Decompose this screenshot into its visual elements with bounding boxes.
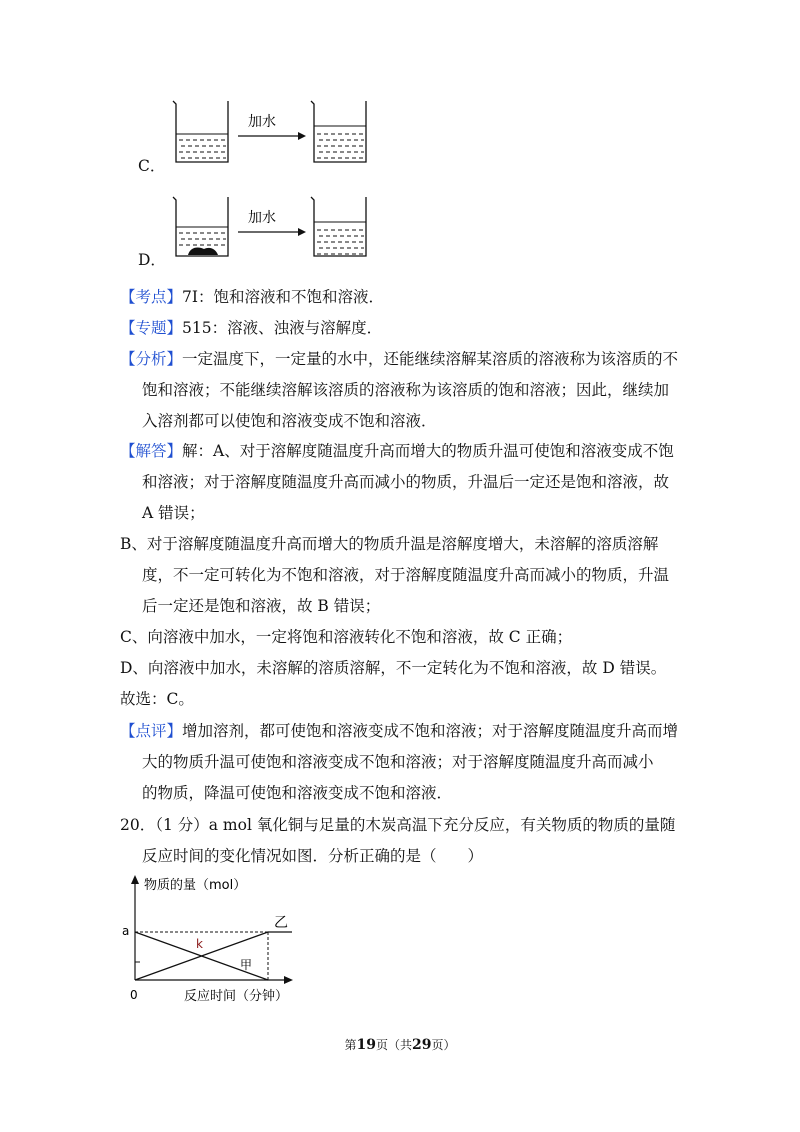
- x-axis-label: 反应时间（分钟）: [184, 989, 289, 1004]
- fenxi-block: [120, 344, 692, 437]
- option-d-diagram: [168, 192, 378, 262]
- question-20: [120, 810, 692, 872]
- footer-page: 19: [356, 1037, 376, 1053]
- footer-mid: 页（共: [375, 1038, 412, 1052]
- beaker-before: [173, 101, 228, 162]
- fenxi-line-1: 一定温度下，一定量的水中，还能继续溶解某溶质的溶液称为该溶质的不: [182, 350, 679, 368]
- question-20-line-1: 20．（1 分）a mol 氧化铜与足量的木炭高温下充分反应，有关物质的物质的量随: [120, 816, 676, 834]
- jieda-b-line-2: 度，不一定可转化为不饱和溶液，对于溶解度随温度升高而减小的物质，升温: [142, 566, 670, 584]
- jieda-block: [120, 436, 692, 715]
- arrow-text: 加水: [248, 210, 276, 226]
- y-axis-label: 物质的量（mol）: [144, 878, 247, 893]
- jieda-line-1: 解：A、对于溶解度随温度升高而增大的物质升温可使饱和溶液变成不饱: [182, 442, 674, 460]
- jieda-line-3: A 错误；: [142, 504, 205, 522]
- jieda-d-line: D、向溶液中加水，未溶解的溶质溶解，不一定转化为不饱和溶液，故 D 错误。: [120, 659, 667, 677]
- beaker-after: [311, 197, 366, 256]
- option-c-diagram: [168, 96, 378, 166]
- kaodian-text: 7I：饱和溶液和不饱和溶液．: [182, 288, 385, 306]
- jia-label: 甲: [240, 958, 253, 972]
- footer-prefix: 第: [344, 1038, 357, 1052]
- dianping-block: [120, 716, 692, 809]
- question-20-line-2: 反应时间的变化情况如图．分析正确的是（ ）: [142, 847, 484, 865]
- yi-label: 乙: [274, 915, 288, 931]
- jieda-b-line-3: 后一定还是饱和溶液，故 B 错误；: [142, 597, 381, 615]
- jieda-b-line-1: B、对于溶解度随温度升高而增大的物质升温是溶解度增大，未溶解的溶质溶解: [120, 535, 659, 553]
- reaction-figure: [118, 872, 308, 1004]
- jieda-c-line: C、向溶液中加水，一定将饱和溶液转化不饱和溶液，故 C 正确；: [120, 628, 573, 646]
- jieda-answer: 故选：C。: [120, 690, 194, 708]
- a-label: a: [122, 924, 130, 938]
- option-d-label: D．: [138, 251, 166, 269]
- page-footer: [0, 1036, 800, 1053]
- option-c-label: C．: [138, 157, 166, 175]
- zhuanti-line: [120, 313, 692, 344]
- kaodian-tag: 【考点】: [120, 288, 183, 306]
- beaker-after: [311, 101, 366, 162]
- kaodian-line: [120, 282, 692, 313]
- footer-suffix: 页）: [431, 1038, 456, 1052]
- k-label: k: [196, 937, 203, 951]
- zhuanti-text: 515：溶液、浊液与溶解度．: [182, 319, 383, 337]
- beaker-before: [173, 197, 228, 256]
- option-d: [138, 192, 378, 272]
- footer-total: 29: [412, 1037, 432, 1053]
- fenxi-line-2: 饱和溶液；不能继续溶解该溶质的溶液称为该溶质的饱和溶液；因此，继续加: [142, 381, 670, 399]
- dianping-line-1: 增加溶剂，都可使饱和溶液变成不饱和溶液；对于溶解度随温度升高而增: [182, 722, 679, 740]
- jieda-line-2: 和溶液；对于溶解度随温度升高而减小的物质，升温后一定还是饱和溶液，故: [142, 473, 670, 491]
- origin-label: 0: [130, 988, 138, 1002]
- zhuanti-tag: 【专题】: [120, 319, 183, 337]
- fenxi-line-3: 入溶剂都可以使饱和溶液变成不饱和溶液．: [142, 412, 437, 430]
- jieda-tag: 【解答】: [120, 442, 183, 460]
- arrow-text: 加水: [248, 114, 276, 130]
- dianping-tag: 【点评】: [120, 722, 183, 740]
- undissolved-solid: [188, 247, 218, 255]
- dianping-line-3: 的物质，降温可使饱和溶液变成不饱和溶液．: [142, 784, 453, 802]
- option-c: [138, 96, 378, 176]
- dianping-line-2: 大的物质升温可使饱和溶液变成不饱和溶液；对于溶解度随温度升高而减小: [142, 753, 654, 771]
- fenxi-tag: 【分析】: [120, 350, 183, 368]
